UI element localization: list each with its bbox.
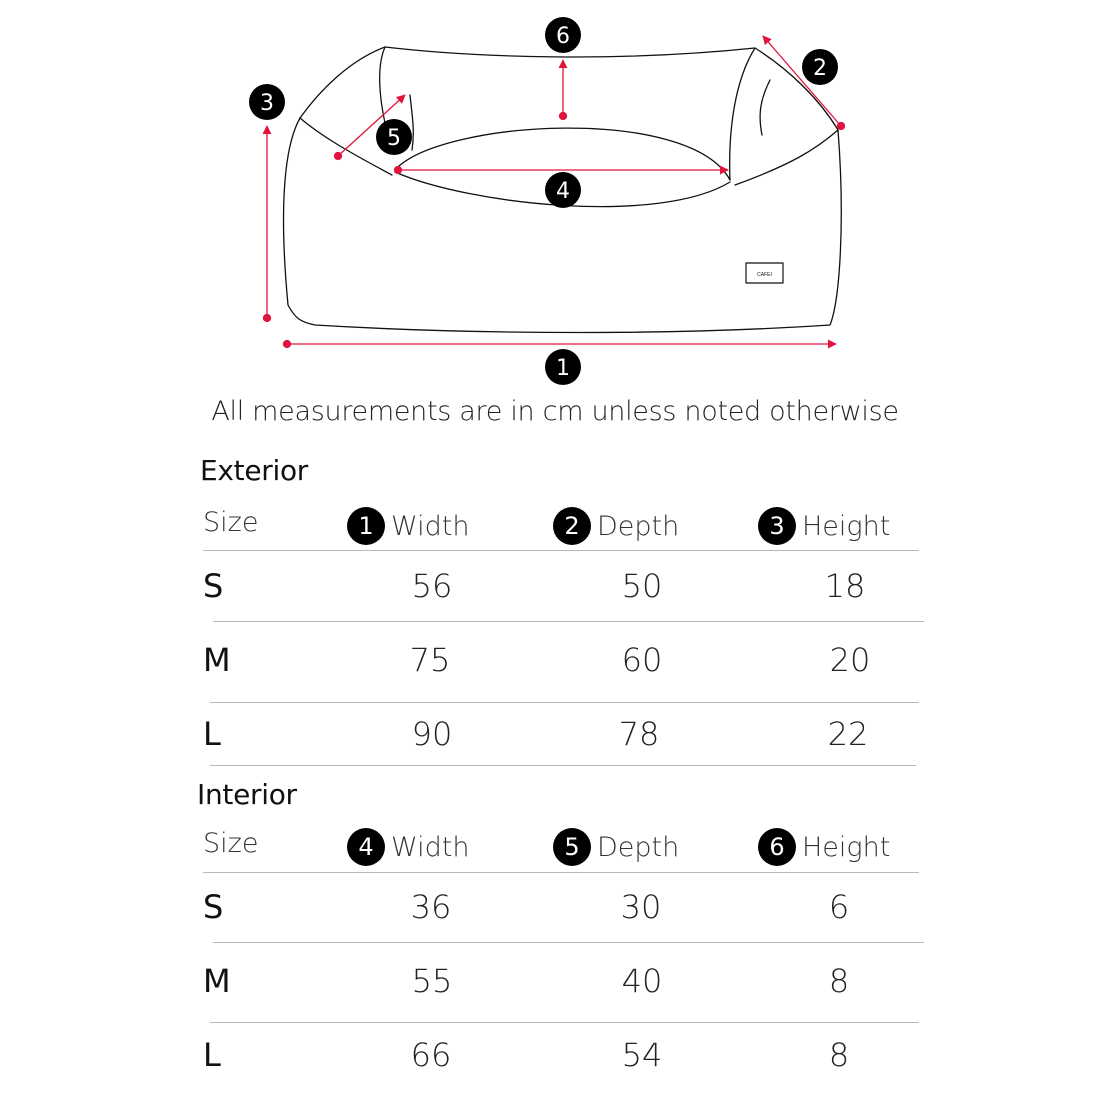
height-cell: 8 <box>828 962 850 1000</box>
width-number-badge: 4 <box>347 828 385 866</box>
callout-1 <box>545 349 581 385</box>
callout-4 <box>545 172 581 208</box>
size-cell: S <box>203 567 224 605</box>
width-cell: 90 <box>411 715 453 753</box>
interior-header-width: 4 Width <box>347 828 469 866</box>
depth-cell: 54 <box>621 1036 663 1074</box>
size-cell: L <box>203 1036 221 1074</box>
svg-text:4: 4 <box>556 179 570 204</box>
svg-text:2: 2 <box>813 56 827 81</box>
divider <box>210 1022 919 1023</box>
divider <box>203 872 919 873</box>
width-cell: 56 <box>411 567 453 605</box>
width-cell: 36 <box>410 888 452 926</box>
divider <box>213 621 924 622</box>
interior-header-depth: 5 Depth <box>553 828 679 866</box>
svg-text:5: 5 <box>387 126 401 151</box>
measurement-note: All measurements are in cm unless noted otherwise <box>211 396 899 427</box>
svg-text:3: 3 <box>260 91 274 116</box>
interior-header-height: 6 Height <box>758 828 890 866</box>
depth-number-badge: 5 <box>553 828 591 866</box>
bed-label-tag: CAFEI <box>757 272 772 278</box>
size-cell: S <box>203 888 224 926</box>
exterior-header-size: Size <box>203 507 259 538</box>
height-cell: 8 <box>828 1036 850 1074</box>
depth-cell: 30 <box>620 888 662 926</box>
callout-5 <box>376 119 412 155</box>
exterior-header-width: 1 Width <box>347 507 469 545</box>
callout-3 <box>249 84 285 120</box>
size-cell: M <box>203 641 231 679</box>
interior-title: Interior <box>197 778 297 811</box>
exterior-header-height: 3 Height <box>758 507 890 545</box>
callout-2 <box>802 49 838 85</box>
exterior-title: Exterior <box>200 454 309 487</box>
height-cell: 6 <box>828 888 850 926</box>
depth-cell: 78 <box>618 715 660 753</box>
size-cell: M <box>203 962 231 1000</box>
svg-text:6: 6 <box>556 24 570 49</box>
interior-header-size: Size <box>203 828 259 859</box>
divider <box>210 765 916 766</box>
depth-cell: 50 <box>621 567 663 605</box>
size-cell: L <box>203 715 221 753</box>
depth-number-badge: 2 <box>553 507 591 545</box>
exterior-header-depth: 2 Depth <box>553 507 679 545</box>
divider <box>203 550 919 551</box>
height-cell: 20 <box>829 641 871 679</box>
width-number-badge: 1 <box>347 507 385 545</box>
height-cell: 18 <box>824 567 866 605</box>
svg-text:1: 1 <box>556 356 570 381</box>
divider <box>210 702 919 703</box>
width-cell: 75 <box>409 641 451 679</box>
height-number-badge: 6 <box>758 828 796 866</box>
height-number-badge: 3 <box>758 507 796 545</box>
height-cell: 22 <box>827 715 869 753</box>
depth-cell: 40 <box>621 962 663 1000</box>
divider <box>213 942 924 943</box>
callout-6 <box>545 17 581 53</box>
bed-diagram <box>0 0 1110 400</box>
width-cell: 66 <box>410 1036 452 1074</box>
width-cell: 55 <box>411 962 453 1000</box>
depth-cell: 60 <box>621 641 663 679</box>
